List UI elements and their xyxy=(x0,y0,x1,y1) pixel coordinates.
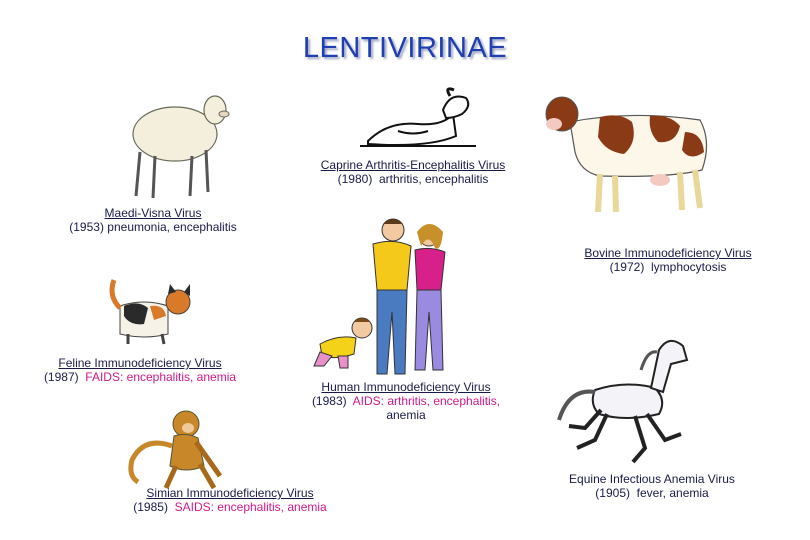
feline-label xyxy=(30,356,250,384)
bovine-year: (1972) xyxy=(609,260,645,274)
equine-disease: fever, anemia xyxy=(636,486,709,500)
equine-virus-name: Equine Infectious Anemia Virus xyxy=(569,472,735,486)
caprine-label xyxy=(298,158,528,186)
human-disease-line2: anemia xyxy=(386,408,426,422)
goat-illustration xyxy=(358,86,478,151)
simian-virus-name: Simian Immunodeficiency Virus xyxy=(146,486,314,500)
simian-virus-info xyxy=(120,500,340,514)
bovine-virus-info xyxy=(568,260,768,274)
baby-illustration xyxy=(310,314,380,370)
simian-disease: SAIDS: encephalitis, anemia xyxy=(174,500,327,514)
maedi-label xyxy=(58,206,248,234)
feline-year: (1987) xyxy=(43,370,79,384)
maedi-disease: pneumonia, encephalitis xyxy=(107,220,237,234)
feline-virus-info xyxy=(30,370,250,384)
monkey-illustration xyxy=(124,406,234,491)
simian-year: (1985) xyxy=(133,500,168,514)
maedi-year: (1953) xyxy=(69,220,104,234)
page-title: LENTIVIRINAE xyxy=(302,32,508,64)
bovine-virus-name: Bovine Immunodeficiency Virus xyxy=(584,246,752,260)
bovine-label xyxy=(568,246,768,274)
human-virus-info xyxy=(296,394,516,408)
equine-year: (1905) xyxy=(595,486,630,500)
human-year: (1983) xyxy=(311,394,347,408)
sheep-illustration xyxy=(120,92,240,202)
caprine-disease: arthritis, encephalitis xyxy=(378,172,489,186)
maedi-virus-name: Maedi-Visna Virus xyxy=(104,206,202,220)
caprine-year: (1980) xyxy=(337,172,373,186)
equine-label xyxy=(552,472,752,500)
human-label xyxy=(296,380,516,422)
simian-label xyxy=(120,486,340,514)
feline-virus-name: Feline Immunodeficiency Virus xyxy=(58,356,222,370)
equine-virus-info xyxy=(552,486,752,500)
caprine-virus-name: Caprine Arthritis-Encephalitis Virus xyxy=(320,158,506,172)
human-virus-name: Human Immunodeficiency Virus xyxy=(321,380,491,394)
cow-illustration xyxy=(540,92,720,217)
bovine-disease: lymphocytosis xyxy=(651,260,727,274)
maedi-virus-info xyxy=(58,220,248,234)
caprine-virus-info xyxy=(298,172,528,186)
human-disease: AIDS: arthritis, encephalitis, xyxy=(352,394,501,408)
horse-illustration xyxy=(555,330,705,470)
cat-illustration xyxy=(104,276,196,348)
feline-disease: FAIDS: encephalitis, anemia xyxy=(85,370,237,384)
